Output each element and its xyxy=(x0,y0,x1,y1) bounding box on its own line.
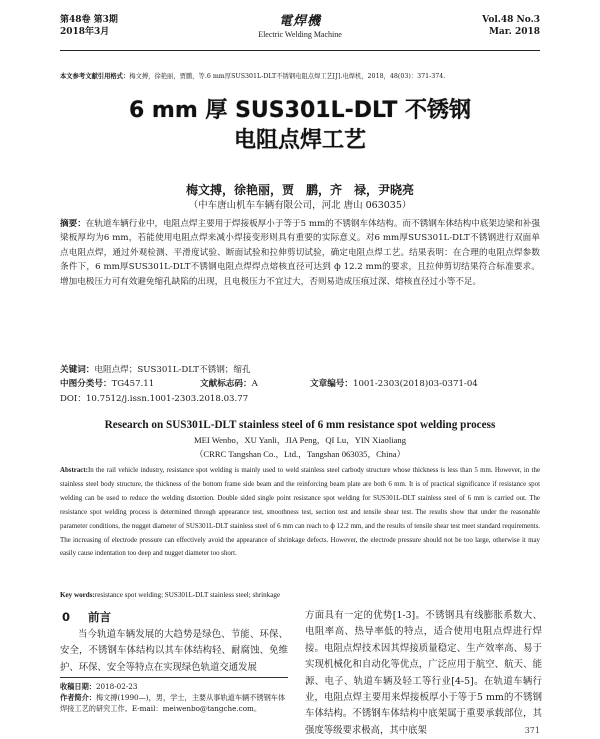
affiliation-en: （CRRC Tangshan Co.，Ltd.，Tangshan 063035，China） xyxy=(194,449,406,459)
body-paragraph-left: 当今轨道车辆发展的大趋势是绿色、节能、环保、安全，不锈钢车体结构以其车体结构轻、耐腐蚀、免维护、环保、安全等特点在实现绿色轨道交通发展 xyxy=(60,629,288,673)
date-cn: 2018年3月 xyxy=(60,27,110,37)
article-value: 1001-2303(2018)03-0371-04 xyxy=(352,379,478,389)
citation-line xyxy=(60,72,560,81)
page-number: 371 xyxy=(524,726,540,735)
header-center xyxy=(60,14,540,40)
author-bio-label: 作者简介： xyxy=(60,693,96,702)
clc-value: TG457.11 xyxy=(111,379,155,389)
author-bio xyxy=(60,692,288,714)
paper-title xyxy=(40,96,560,156)
section-title: 前言 xyxy=(88,610,112,624)
running-header xyxy=(60,14,540,51)
citation-text: 梅文搏，徐艳丽，贾鹏，等.6 mm厚SUS301L-DLT不锈钢电阻点焊工艺[J].电焊机，2018，48(03)：371-374. xyxy=(129,73,446,80)
authors-en: MEI Wenbo，XU Yanli，JIA Peng，QI Lu，YIN Xiaoliang xyxy=(193,435,407,445)
clc-label: 中图分类号： xyxy=(60,379,112,389)
footnote xyxy=(60,677,288,714)
affiliation-cn: （中车唐山机车车辆有限公司，河北 唐山 063035） xyxy=(188,200,412,211)
article-label: 文章编号： xyxy=(310,379,353,389)
received-label: 收稿日期： xyxy=(60,682,96,691)
received-value: 2018-02-23 xyxy=(95,682,138,691)
section-heading xyxy=(62,608,288,626)
header-right xyxy=(482,14,540,38)
abstract-cn-label: 摘要： xyxy=(60,219,86,229)
volume-en: Vol.48 No.3 xyxy=(482,15,540,25)
keywords-cn-label: 关键词： xyxy=(60,365,95,375)
keywords-en xyxy=(60,590,540,601)
classification-line xyxy=(60,378,540,391)
article-number xyxy=(310,379,478,389)
journal-logo: 電焊機 xyxy=(278,14,321,29)
doi-value: 10.7512/j.issn.1001-2303.2018.03.77 xyxy=(85,394,249,404)
volume-cn: 第48卷 第3期 xyxy=(60,15,118,25)
doc-value: A xyxy=(251,379,258,389)
doc-code xyxy=(200,378,310,391)
paper-title-en: Research on SUS301L-DLT stainless steel of 6 mm resistance spot welding process xyxy=(104,419,496,431)
keywords-cn-text: 电阻点焊；SUS301L-DLT不锈钢；缩孔 xyxy=(94,365,251,375)
doi-label: DOI： xyxy=(60,394,86,404)
abstract-en xyxy=(60,464,540,561)
received-date xyxy=(60,681,288,692)
date-en: Mar. 2018 xyxy=(488,27,540,37)
citation-label: 本文参考文献引用格式： xyxy=(60,73,130,80)
abstract-cn xyxy=(60,217,540,289)
section-number: 0 xyxy=(62,610,71,624)
abstract-en-label: Abstract: xyxy=(60,467,88,474)
keywords-en-text: resistance spot welding; SUS301L-DLT stainless steel; shrinkage xyxy=(94,591,281,599)
doc-label: 文献标志码： xyxy=(200,379,252,389)
keywords-cn xyxy=(60,364,540,377)
title-line-1: 6 mm 厚 SUS301L-DLT 不锈钢 xyxy=(128,98,472,123)
body-column-right: 方面具有一定的优势[1-3]。不锈钢具有线膨胀系数大、电阻率高、热导率低的特点，适合使用电阻点焊进行焊接。电阻点焊技术因其焊接质量稳定、生产效率高、易于实现机械化和自动化等优点，广泛应用于航空、航天、能源、电子、轨道车辆及轻工等行业[4-5]。在轨道车辆行业，电阻点焊主要用来焊接板厚小于等于5 mm的不锈钢车体结构。不锈钢车体结构中底架属于重要承载部位，其强度等级要求极高，其中底架 xyxy=(305,610,542,736)
abstract-cn-text: 在轨道车辆行业中，电阻点焊主要用于焊接板厚小于等于5 mm的不锈钢车体结构。而不锈钢车体结构中底架边梁和补强梁板厚均为6 mm，若能使用电阻点焊来减小焊接变形则具有重要的实际意义。对6 mm厚SUS301L-DLT不锈钢进行双面单点电阻点焊，通过外观检测、平滑度试验、断面试验和拉伸剪切试验，确定电阻点焊工艺。结果表明：在合理的电阻点焊参数条件下，6 mm厚SUS301L-DLT不锈钢电阻点焊焊点熔核直径可达到 ф 12.2 mm的要求，且拉伸剪切结果符合标准要求。增加电极压力可有效避免缩孔缺陷的出现，且电极压力不宜过大，否则易造成压痕过深、熔核直径过小等不足。 xyxy=(60,219,540,287)
abstract-en-text: In the rail vehicle industry, resistance spot welding is mainly used to weld stainless steel carbody structure whose thickness is less than 5 mm. However, in the stainless steel body structure, the thickness of the bottom frame side beam and the reinforcing beam plate are both 6 mm. It is of practical significance if resistance spot welding can be used to reduce the welding distortion. Double sided single point resistance spot welding for SUS301L-DLT stainless steel of 6 mm is carried out. The resistance spot welding process is determined through appearance test, smoothness test, section test and tensile shear test. The results show that under the reasonable parameter conditions, the nugget diameter of SUS301L-DLT stainless steel of 6 mm can reach to ф 12.2 mm, and the results of tensile shear test meet standard requirements. The increasing of electrode pressure can effectively avoid the appearance of shrinkage defects. However, the electrode pressure should not be too large, otherwise it may easily cause indentation too deep and nugget diameter too short. xyxy=(60,467,540,558)
authors-cn: 梅文搏，徐艳丽，贾 鹏，齐 禄，尹晓亮 xyxy=(185,183,414,197)
clc xyxy=(60,378,200,391)
keywords-en-label: Key words: xyxy=(60,591,95,599)
body-column-left xyxy=(60,608,288,676)
title-line-2: 电阻点焊工艺 xyxy=(233,128,366,153)
author-bio-text: 梅文搏(1990—)，男，学士，主要从事轨道车辆不锈钢车体焊接工艺的研究工作。E-mail：meiwenbo@tangche.com。 xyxy=(60,693,286,713)
doi-line xyxy=(60,393,540,406)
journal-name-en: Electric Welding Machine xyxy=(258,30,342,39)
